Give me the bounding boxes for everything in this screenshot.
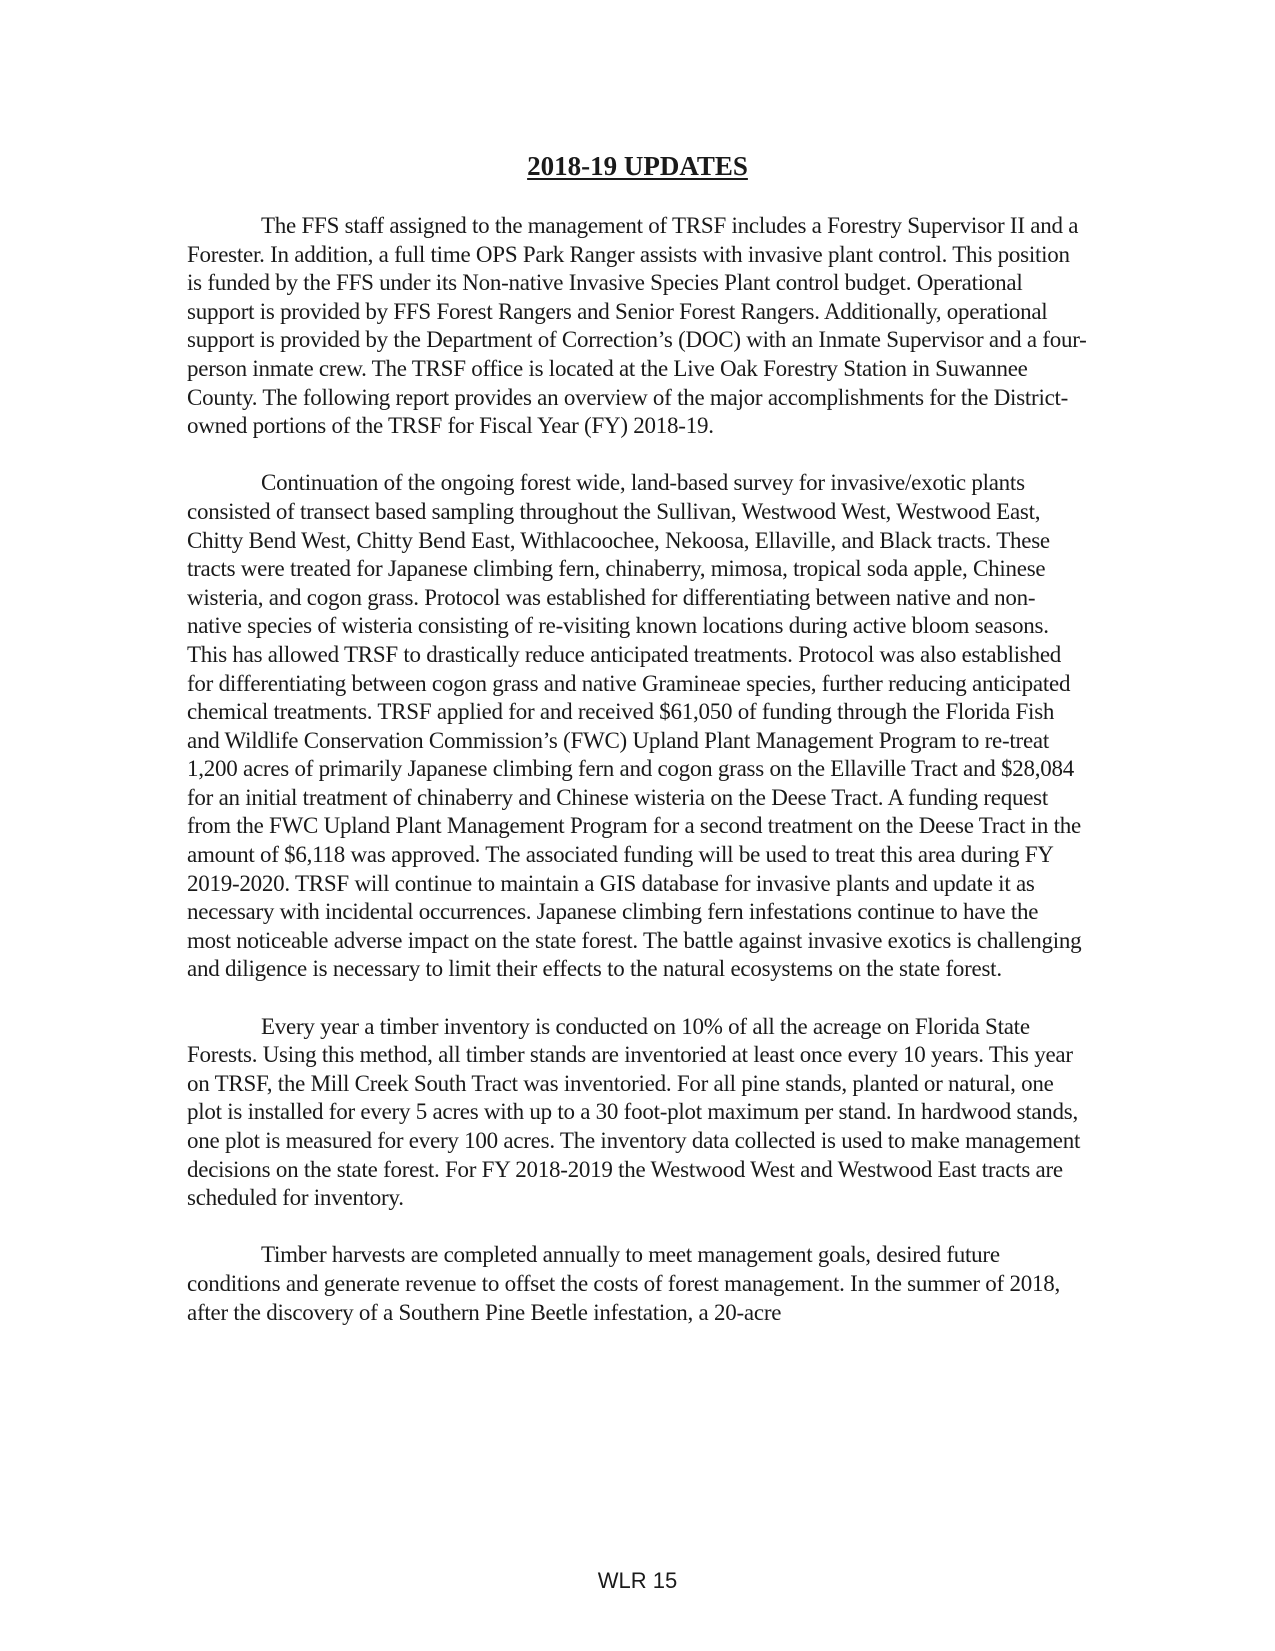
paragraph-staff: The FFS staff assigned to the management of TRSF includes a Forestry Supervisor II and a Forester. In addition, a full time OPS Park Ranger assists with invasive plant control. This position is funded by the FFS under its Non-native Invasive Species Plant control budget. Operational support is provided by FFS Forest Rangers and Senior Forest Rangers. Additionally, operational support is provided by the Department of Correction’s (DOC) with an Inmate Supervisor and a four-person inmate crew. The TRSF office is located at the Live Oak Forestry Station in Suwannee County. The following report provides an overview of the major accomplishments for the District-owned portions of the TRSF for Fiscal Year (FY) 2018-19. — [187, 213, 1087, 439]
page-title-text: 2018-19 UPDATES — [527, 151, 748, 181]
page-title — [0, 150, 1275, 182]
paragraph-timber-inventory: Every year a timber inventory is conducted on 10% of all the acreage on Florida State Forests. Using this method, all timber stands are inventoried at least once every 10 years. This year on TRSF, the Mill Creek South Tract was inventoried. For all pine stands, planted or natural, one plot is installed for every 5 acres with up to a 30 foot-plot maximum per stand. In hardwood stands, one plot is measured for every 100 acres. The inventory data collected is used to make management decisions on the state forest. For FY 2018-2019 the Westwood West and Westwood East tracts are scheduled for inventory. — [187, 1013, 1081, 1211]
paragraph-invasive-survey: Continuation of the ongoing forest wide, land-based survey for invasive/exotic plants consisted of transect based sampling throughout the Sullivan, Westwood West, Westwood East, Chitty Bend West, Chitty Bend East, Withlacoochee, Nekoosa, Ellaville, and Black tracts. These tracts were treated for Japanese climbing fern, chinaberry, mimosa, tropical soda apple, Chinese wisteria, and cogon grass. Protocol was established for differentiating between native and non-native species of wisteria consisting of re-visiting known locations during active bloom seasons. This has allowed TRSF to drastically reduce anticipated treatments. Protocol was also established for differentiating between cogon grass and native Gramineae species, further reducing anticipated chemical treatments. TRSF applied for and received $61,050 of funding through the Florida Fish and Wildlife Conservation Commission’s (FWC) Upland Plant Management Program to re-treat 1,200 acres of primarily Japanese climbing fern and cogon grass on the Ellaville Tract and $28,084 for an initial treatment of chinaberry and Chinese wisteria on the Deese Tract. A funding request from the FWC Upland Plant Management Program for a second treatment on the Deese Tract in the amount of $6,118 was approved. The associated funding will be used to treat this area during FY 2019-2020. TRSF will continue to maintain a GIS database for invasive plants and update it as necessary with incidental occurrences. Japanese climbing fern infestations continue to have the most noticeable adverse impact on the state forest. The battle against invasive exotics is challenging and diligence is necessary to limit their effects to the natural ecosystems on the state forest. — [187, 470, 1082, 982]
paragraph-timber-harvests: Timber harvests are completed annually to meet management goals, desired future conditions and generate revenue to offset the costs of forest management. In the summer of 2018, after the discovery of a Southern Pine Beetle infestation, a 20-acre — [187, 1242, 1060, 1325]
page-footer: WLR 15 — [597, 1568, 678, 1593]
document-body — [187, 212, 1087, 1356]
